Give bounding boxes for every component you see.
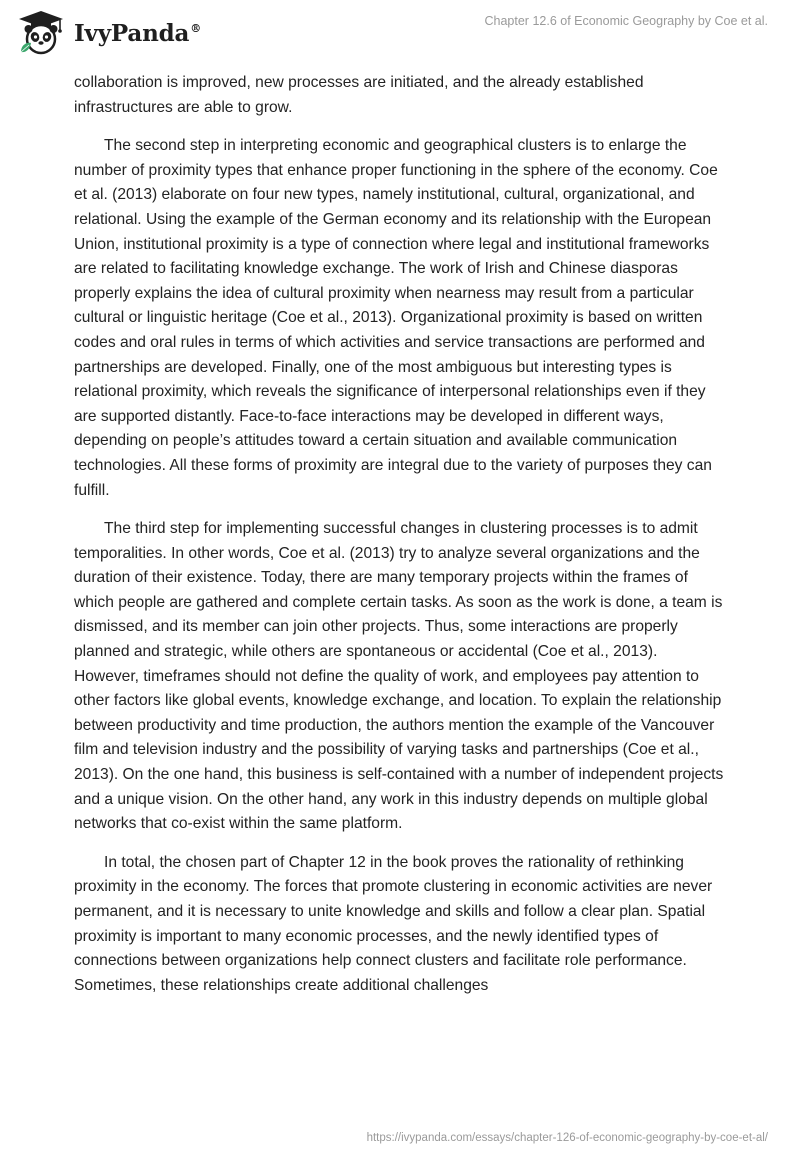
- brand-name: [74, 20, 201, 47]
- registered-mark: ®: [190, 21, 201, 35]
- page-header: [0, 0, 800, 66]
- paragraph-second-step: The second step in interpreting economic and geographical clusters is to enlarge the number of proximity types that enhance proper functioning in the sphere of the economy. Coe et al. (2013) elaborate on four new types, namely institutional, cultural, organizational, and relational. Using the example of the German economy and its relationship with the European Union, institutional proximity is a type of connection where legal and institutional frameworks are related to facilitating knowledge exchange. The work of Irish and Chinese diasporas properly explains the idea of cultural proximity when nearness may result from a particular cultural or linguistic heritage (Coe et al., 2013). Organizational proximity is based on written codes and oral rules in terms of which activities and service transactions are performed and partnerships are developed. Finally, one of the most ambiguous but interesting types is relational proximity, which reveals the significance of interpersonal relationships even if they are supported distantly. Face-to-face interactions may be developed in different ways, depending on people’s attitudes toward a certain situation and available communication technologies. All these forms of proximity are integral due to the variety of purposes they can fulfill.: [74, 137, 718, 499]
- panda-graduate-icon: [16, 8, 66, 58]
- paragraph-continued: collaboration is improved, new processes are initiated, and the already established infrastructures are able to grow.: [74, 74, 644, 116]
- document-title: Chapter 12.6 of Economic Geography by Coe et al.: [484, 14, 768, 28]
- ivypanda-logo[interactable]: [16, 8, 201, 58]
- paragraph-third-step: The third step for implementing successful changes in clustering processes is to admit temporalities. In other words, Coe et al. (2013) try to analyze several organizations and the duration of their existence. Today, there are many temporary projects within the frames of which people are gathered and complete certain tasks. As soon as the work is done, a team is dismissed, and its member can join other projects. Thus, some interactions are properly planned and strategic, while others are spontaneous or accidental (Coe et al., 2013). However, timeframes should not define the quality of work, and employees pay attention to other factors like global events, knowledge exchange, and location. To explain the relationship between productivity and time production, the authors mention the example of the Vancouver film and television industry and the possibility of varying tasks and partnerships (Coe et al., 2013). On the one hand, this business is self-contained with a number of independent projects and a unique vision. On the other hand, any work in this industry depends on multiple global networks that co-exist within the same platform.: [74, 520, 724, 833]
- brand-text: IvyPanda: [74, 19, 190, 47]
- essay-body: [74, 71, 726, 1012]
- paragraph-conclusion: In total, the chosen part of Chapter 12 in the book proves the rationality of rethinking proximity in the economy. The forces that promote clustering in economic activities are never permanent, and it is necessary to unite knowledge and skills and follow a clear plan. Spatial proximity is important to many economic processes, and the newly identified types of connections between organizations help connect clusters and facilitate role performance. Sometimes, these relationships create additional challenges: [74, 853, 713, 994]
- source-url[interactable]: https://ivypanda.com/essays/chapter-126-of-economic-geography-by-coe-et-al/: [366, 1132, 768, 1144]
